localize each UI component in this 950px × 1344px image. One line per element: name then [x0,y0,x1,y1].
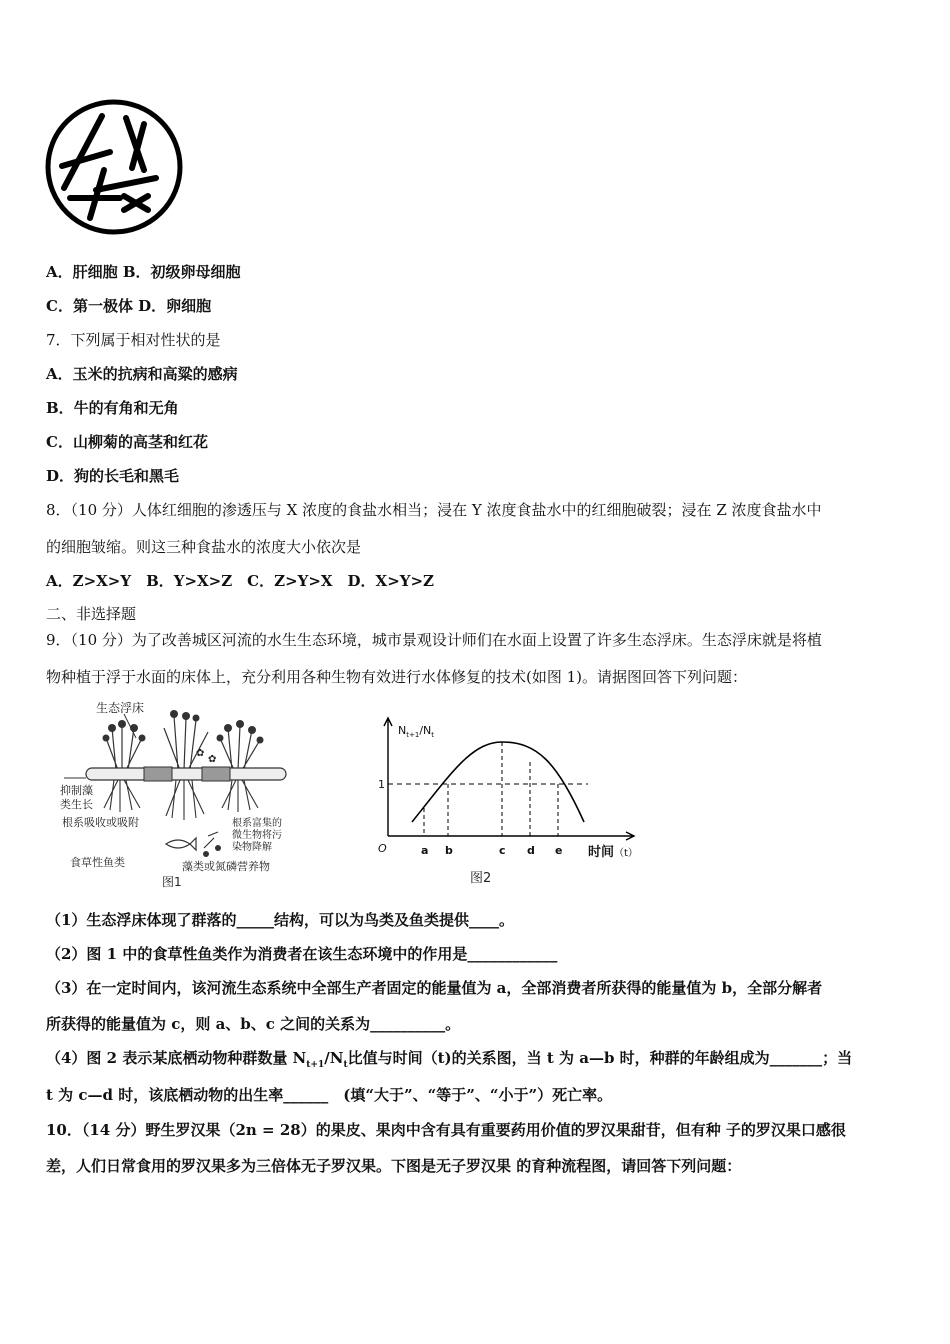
y-label-sub1: t+1 [406,731,420,739]
fig1-root: 根系吸收或吸附 [62,816,139,829]
q9-sub2: （2）图 1 中的食草性鱼类作为消费者在该生态环境中的作用是____________ [46,945,558,963]
sub4-s1: t+1 [306,1060,325,1070]
q10-stem-2: 差，人们日常食用的罗汉果多为三倍体无子罗汉果。下图是无子罗汉果 的育种流程图，请回答下列问题： [46,1157,742,1175]
q9-stem-2: 物种植于浮于水面的床体上，充分利用各种生物有效进行水体修复的技术(如图 1)。请据图回答下列问题： [46,668,748,686]
q7-option-d: D．狗的长毛和黑毛 [46,467,180,485]
cell-chromosome-figure [44,98,186,238]
sub4-mid: /N [324,1049,344,1067]
q6-options-2: C．第一极体 D．卵细胞 [46,297,212,315]
section-title: 二、非选择题 [46,605,137,623]
y-axis-label [398,724,434,739]
x-tick-a: a [421,844,429,857]
fig1-algae-1: 抑制藻 [60,784,93,797]
flower-glyph-1: ✿ [196,748,205,759]
q9-stem-1: 9．（10 分）为了改善城区河流的水生生态环境，城市景观设计师们在水面上设置了许多生态浮床。生态浮床就是将植 [46,631,822,649]
q9-sub4-2: t 为 c—d 时，该底栖动物的出生率______ (填“大于”、“等于”、“小于”）死亡率。 [46,1086,613,1104]
x-tick-b: b [445,844,453,857]
q9-sub3-1: （3）在一定时间内，该河流生态系统中全部生产者固定的能量值为 a，全部消费者所获得的能量值为 b，全部分解者 [46,979,823,997]
q7-option-a: A．玉米的抗病和高粱的感病 [46,365,238,383]
q10-stem-1: 10．（14 分）野生罗汉果（2n = 28）的果皮、果肉中含有具有重要药用价值的罗汉果甜苷，但有种 子的罗汉果口感很 [46,1121,846,1139]
origin-label: O [378,842,387,855]
fig1-micro-2: 微生物将污 [232,830,282,841]
figure1-floating-bed [56,698,306,890]
x-label-main: 时间 [588,845,615,860]
q8-stem-2: 的细胞皱缩。则这三种食盐水的浓度大小依次是 [46,538,362,556]
sub4-s2: t [343,1060,348,1070]
q6-options-1: A．肝细胞 B．初级卵母细胞 [46,263,241,281]
fig1-fish: 食草性鱼类 [70,856,125,869]
y-label-N: N [398,724,407,737]
q8-options: A．Z>X>Y B．Y>X>Z C．Z>Y>X D．X>Y>Z [46,572,434,590]
sub4-pre: （4）图 2 表示某底栖动物种群数量 N [46,1049,307,1067]
q9-sub3-2: 所获得的能量值为 c，则 a、b、c 之间的关系为__________。 [46,1015,461,1033]
fig1-algae-2: 类生长 [60,798,93,811]
x-axis-label [588,844,638,860]
ratio-curve [412,742,584,822]
fig1-micro-3: 染物降解 [232,842,272,853]
x-label-unit: （t） [614,848,638,859]
sub4-post: 比值与时间（t)的关系图，当 t 为 a—b 时，种群的年龄组成为_______；当 [347,1049,853,1067]
y-tick-1: 1 [378,778,385,791]
q9-sub4-1 [46,1048,852,1075]
y-label-mid: /N [419,724,432,737]
x-tick-e: e [555,844,563,857]
q7-option-c: C．山柳菊的高茎和红花 [46,433,208,451]
fig1-micro-1: 根系富集的 [232,818,282,829]
fig1-caption: 图1 [162,875,182,889]
flower-glyph-2: ✿ [208,754,217,765]
fig1-title: 生态浮床 [96,701,145,715]
x-tick-d: d [527,844,535,857]
x-tick-c: c [499,844,506,857]
q8-stem-1: 8．（10 分）人体红细胞的渗透压与 X 浓度的食盐水相当；浸在 Y 浓度食盐水中的红细胞破裂；浸在 Z 浓度食盐水中 [46,501,822,519]
q7-option-b: B．牛的有角和无角 [46,399,179,417]
fig2-caption: 图2 [470,871,492,886]
figure2-ratio-chart [352,712,652,888]
q9-sub1: （1）生态浮床体现了群落的_____结构，可以为鸟类及鱼类提供____。 [46,911,514,929]
fig1-nutrient: 藻类或氮磷营养物 [182,860,270,873]
q7-stem: 7．下列属于相对性状的是 [46,331,221,349]
y-label-sub2: t [431,731,434,739]
